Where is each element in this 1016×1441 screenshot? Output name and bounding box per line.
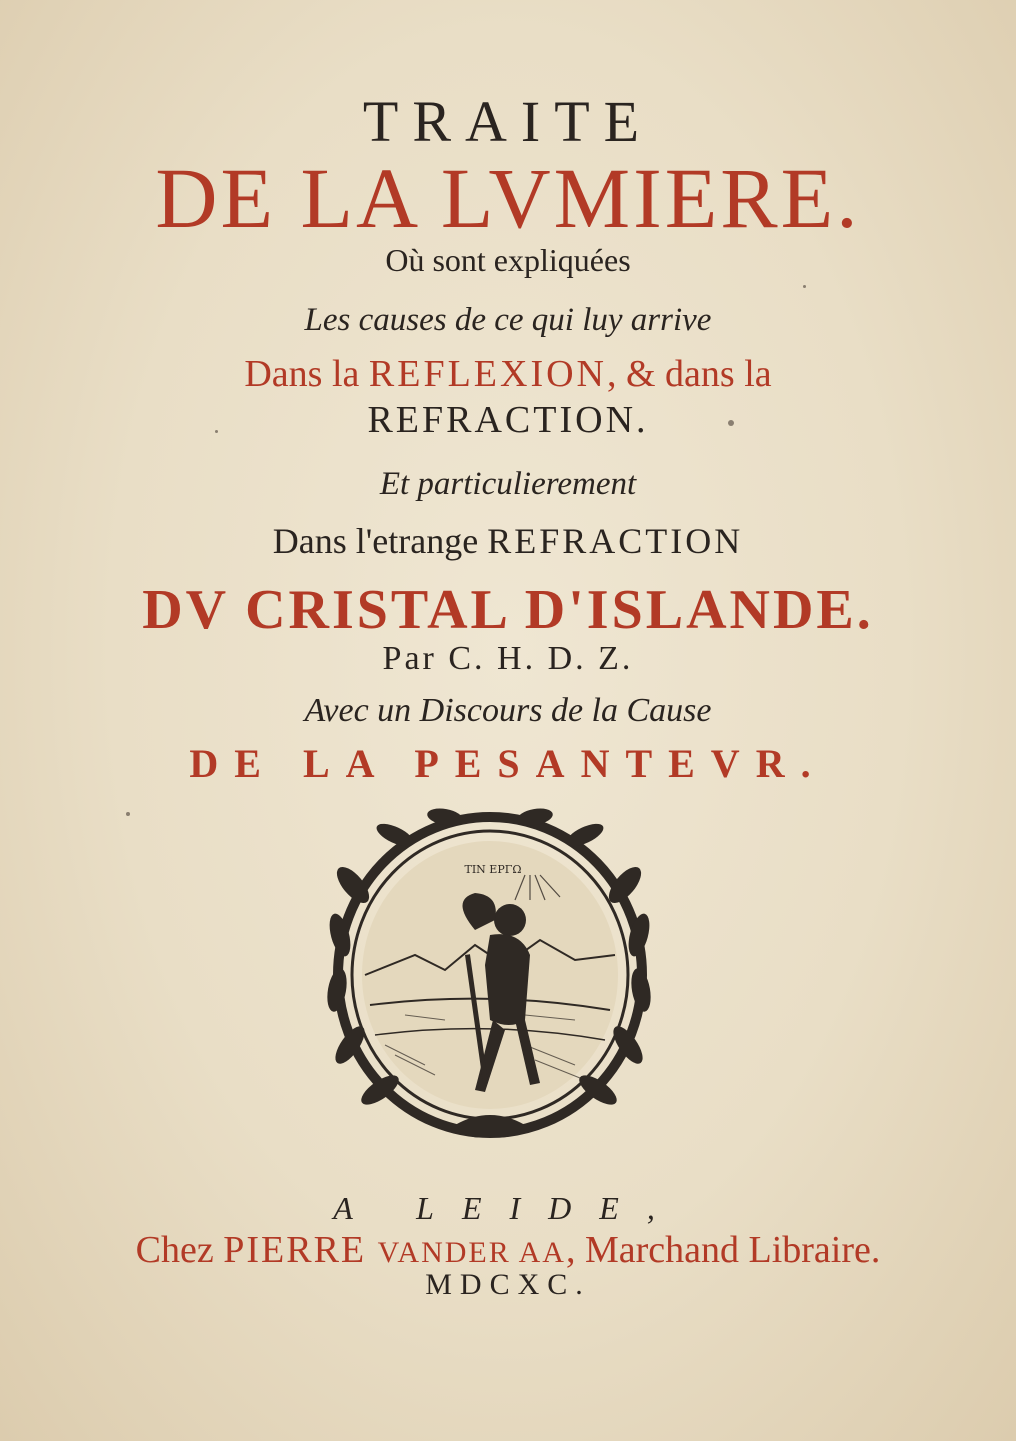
imprint-city: A LEIDE, [333, 1190, 683, 1226]
subtitle-etrange-refraction [0, 520, 1016, 562]
subtitle-les-causes: Les causes de ce qui luy arrive [304, 302, 712, 338]
dans-letrange-text: Dans l'etrange [272, 521, 488, 561]
vander-aa-text: VANDER AA [377, 1236, 566, 1269]
ink-spot [126, 812, 130, 816]
subtitle-ou-sont: Où sont expliquées [385, 242, 631, 278]
printers-device-woodcut [325, 805, 655, 1150]
author-initials: Par C. H. D. Z. [382, 640, 634, 677]
title-cristal-dislande: DV CRISTAL D'ISLANDE. [142, 579, 874, 641]
dans-la-tail: , & dans la [607, 353, 772, 395]
reflexion-word: REFLEXION [368, 353, 607, 395]
ink-spot [215, 430, 218, 433]
chez-text: Chez [135, 1229, 224, 1271]
subtitle-particulierement: Et particulierement [379, 466, 637, 502]
title-line-lumiere: DE LA LVMIERE. [155, 150, 861, 246]
marchand-libraire-text: , Marchand Libraire. [565, 1229, 881, 1271]
title-pesanteur: DE LA PESANTEVR. [189, 741, 827, 786]
imprint-date: MDCXC. [425, 1268, 591, 1301]
ink-spot [728, 420, 734, 426]
dans-la-text: Dans la [244, 353, 369, 395]
subtitle-discours: Avec un Discours de la Cause [304, 692, 712, 729]
pierre-text: PIERRE [223, 1229, 378, 1271]
subtitle-reflexion-line [0, 352, 1016, 396]
refraction-word: REFRACTION [487, 521, 744, 561]
imprint-publisher [0, 1228, 1016, 1272]
emblem-scene [362, 841, 618, 1109]
subtitle-refraction: REFRACTION. [367, 399, 649, 441]
emblem-motto: ΤΙΝ ΕΡΓΩ [464, 863, 522, 876]
title-line-traite: TRAITE [362, 89, 654, 154]
ink-spot [803, 285, 806, 288]
